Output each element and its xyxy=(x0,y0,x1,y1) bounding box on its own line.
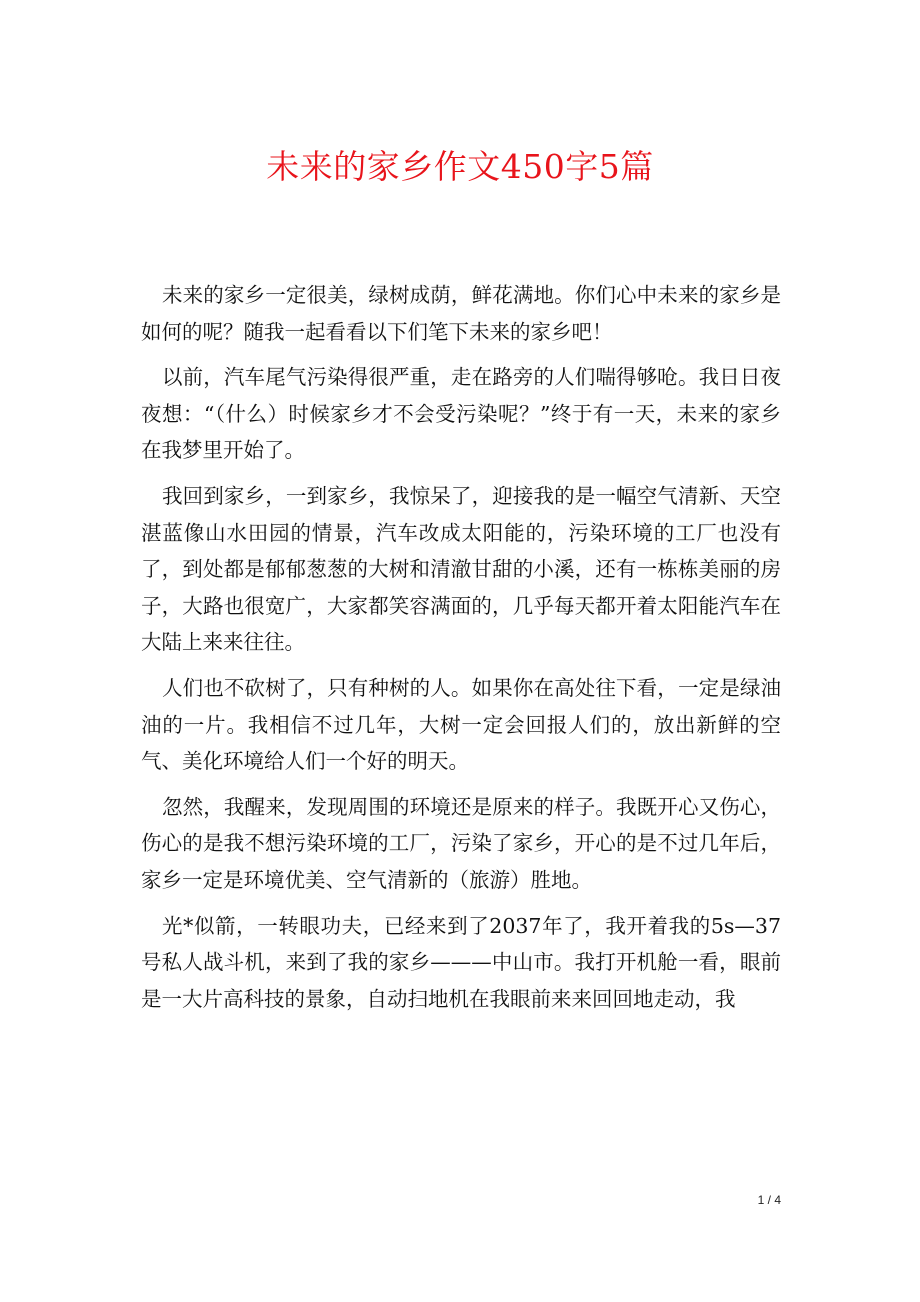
paragraph-1: 未来的家乡一定很美，绿树成荫，鲜花满地。你们心中未来的家乡是如何的呢？随我一起看看以下们笔下未来的家乡吧！ xyxy=(141,283,781,344)
paragraph-3: 我回到家乡，一到家乡，我惊呆了，迎接我的是一幅空气清新、天空湛蓝像山水田园的情景，汽车改成太阳能的，污染环境的工厂也没有了，到处都是郁郁葱葱的大树和清澈甘甜的小溪，还有一栋栋美丽的房子，大路也很宽广，大家都笑容满面的，几乎每天都开着太阳能汽车在大陆上来来往往。 xyxy=(141,483,781,655)
page-number: 1 / 4 xyxy=(757,1193,781,1207)
document-body xyxy=(141,277,781,1026)
paragraph-4: 人们也不砍树了，只有种树的人。如果你在高处往下看，一定是绿油油的一片。我相信不过几年，大树一定会回报人们的，放出新鲜的空气、美化环境给人们一个好的明天。 xyxy=(141,675,781,774)
paragraph-2: 以前，汽车尾气污染得很严重，走在路旁的人们喘得够呛。我日日夜夜想：“（什么）时候家乡才不会受污染呢？”终于有一天，未来的家乡在我梦里开始了。 xyxy=(141,365,781,463)
paragraph-5: 忽然，我醒来，发现周围的环境还是原来的样子。我既开心又伤心，伤心的是我不想污染环境的工厂，污染了家乡，开心的是不过几年后，家乡一定是环境优美、空气清新的（旅游）胜地。 xyxy=(141,794,781,892)
paragraph-6: 光*似箭，一转眼功夫，已经来到了2037年了，我开着我的5s—37号私人战斗机，来到了我的家乡———中山市。我打开机舱一看，眼前是一大片高科技的景象，自动扫地机在我眼前来来回回地走动，我 xyxy=(141,913,781,1011)
document-title: 未来的家乡作文450字5篇 xyxy=(266,147,654,186)
